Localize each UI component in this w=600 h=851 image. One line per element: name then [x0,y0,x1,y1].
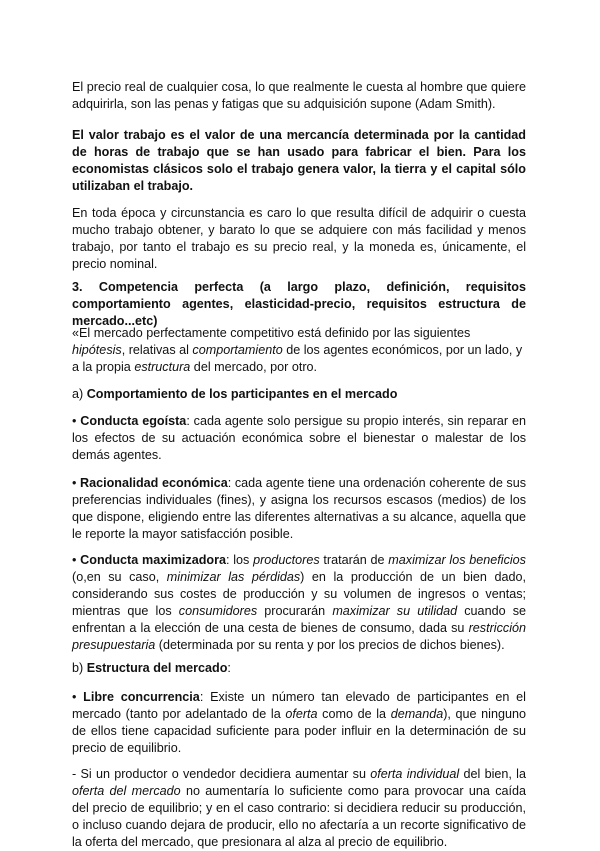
paragraph-valor-trabajo: El valor trabajo es el valor de una mercancía determinada por la cantidad de horas de trabajo que se han usado para fabricar el bien. Para los economistas clásicos solo el trabajo genera valor, la tierra y el capital sólo utilizaban el trabajo. [72,128,526,193]
bullet-conducta-egoista: • Conducta egoísta: cada agente solo persigue su propio interés, sin reparar en los efectos de su actuación económica sobre el bienestar o malestar de los demás agentes. [72,414,526,462]
bullet-libre-concurrencia: • Libre concurrencia: Existe un número tan elevado de participantes en el mercado (tanto por adelantado de la oferta como de la demanda), que ninguno de ellos tiene capacidad suficiente para poder influir en la determinación de su precio de equilibrio. [72,690,526,755]
section-3-heading: 3. Competencia perfecta (a largo plazo, definición, requisitos comportamiento agentes, elasticidad-precio, requisitos estructura de mercado...etc) [72,280,526,328]
bullet-racionalidad-economica: • Racionalidad económica: cada agente tiene una ordenación coherente de sus preferencias individuales (fines), y asigna los recursos escasos (medios) de los que dispone, eligiendo entre las diferentes alternativas a su alcance, aquella que le reporte la mayor satisfacción posible. [72,476,527,541]
paragraph-productor-oferta: - Si un productor o vendedor decidiera aumentar su oferta individual del bien, la oferta del mercado no aumentaría lo suficiente como para provocar una caída del precio de equilibrio; y en el caso contrario: si decidiera reducir su producción, o incluso cuando dejara de producir, ello no afectaría a un recorte significativo de la oferta del mercado, que presionara al alza al precio de equilibrio. [72,767,526,849]
paragraph-trabajo-precio-real: En toda época y circunstancia es caro lo que resulta difícil de adquirir o cuesta mucho trabajo obtener, y barato lo que se adquiere con más facilidad y menos trabajo, por tanto el trabajo es su precio real, y la moneda es, únicamente, el precio nominal. [72,206,526,271]
paragraph-intro-mercado: «El mercado perfectamente competitivo está definido por las siguientes hipótesis, relativas al comportamiento de los agentes económicos, por un lado, y a la propia estructura del mercado, por otro. [72,326,523,374]
subheading-a-comportamiento: a) Comportamiento de los participantes en el mercado [72,387,398,401]
paragraph-adam-smith-quote: El precio real de cualquier cosa, lo que realmente le cuesta al hombre que quiere adquirirla, son las penas y fatigas que su adquisición supone (Adam Smith). [72,80,526,111]
subheading-b-estructura: b) Estructura del mercado: [72,661,231,675]
bullet-conducta-maximizadora: • Conducta maximizadora: los productores tratarán de maximizar los beneficios (o,en su caso, minimizar las pérdidas) en la producción de un bien dado, considerando sus costes de producción y su volumen de ingresos o ventas; mientras que los consumidores procurarán maximizar su utilidad cuando se enfrentan a la elección de una cesta de bienes de consumo, dada su restricción presupuestaria (determinada por su renta y por los precios de dichos bienes). [72,553,527,652]
